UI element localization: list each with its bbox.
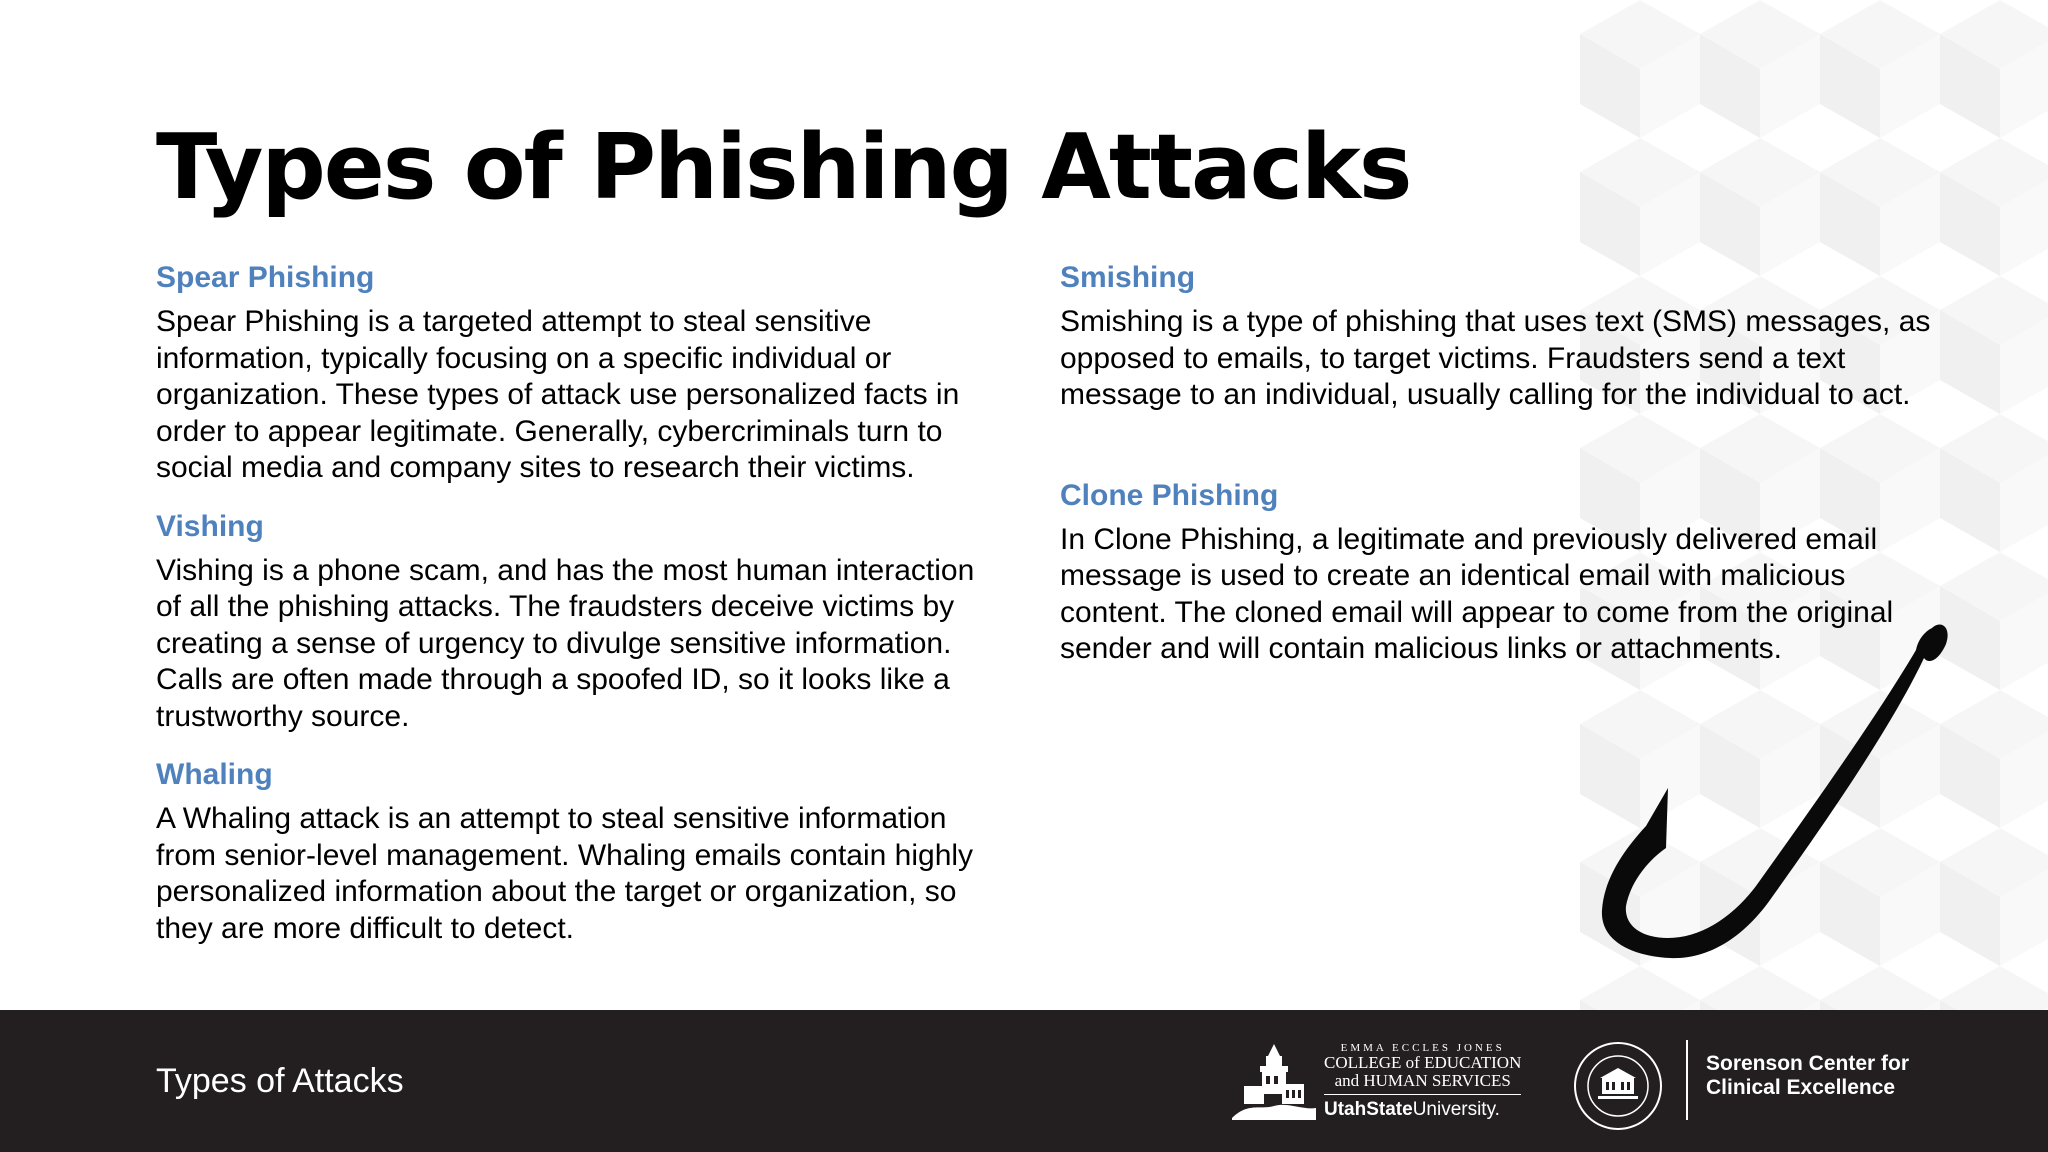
building-icon [1230,1040,1320,1124]
section-body: In Clone Phishing, a legitimate and previously delivered email message is used to create an identical email with malicious content. The cloned email will appear to come from the original sender and will contain malicious links or attachments. [1060,522,1894,665]
sorenson-center-logo [1706,1052,1909,1100]
left-column [156,258,1006,967]
fishing-hook-icon [1560,600,1960,980]
usu-logo-line1: EMMA ECCLES JONES [1340,1042,1505,1054]
section-body: Smishing is a type of phishing that uses text (SMS) messages, as opposed to emails, to target victims. Fraudsters send a text message to an individual, usually calling for the individual to act. [1060,305,1931,411]
section-whaling [156,755,1006,947]
section-body: A Whaling attack is an attempt to steal sensitive information from senior-level management. Whaling emails contain highly personalized information about the target or organization, so they are more difficult to detect. [156,802,974,945]
section-heading: Vishing [156,509,264,543]
sorenson-line1: Sorenson Center for [1706,1052,1910,1075]
usu-college-logo [1230,1040,1520,1130]
usu-logo-text [1324,1042,1521,1121]
sorenson-line2: Clinical Excellence [1706,1076,1896,1099]
section-body: Vishing is a phone scam, and has the most human interaction of all the phishing attacks. The fraudsters deceive victims by creating a sense of urgency to divulge sensitive information. Calls are often made through a spoofed ID, so it looks like a trustworthy source. [156,553,975,733]
usu-logo-line3: and HUMAN SERVICES [1334,1071,1511,1090]
page-title: Types of Phishing Attacks [156,115,1411,220]
footer-label: Types of Attacks [156,1062,404,1100]
section-smishing [1060,258,1940,414]
usu-logo-rule [1324,1094,1521,1095]
section-heading: Clone Phishing [1060,478,1279,512]
section-heading: Whaling [156,758,273,791]
section-heading: Spear Phishing [156,261,375,294]
section-body: Spear Phishing is a targeted attempt to steal sensitive information, typically focusing on a specific individual or organization. These types of attack use personalized facts in order to appear legitimate. Generally, cybercriminals turn to social media and company sites to research their victims. [156,305,960,484]
section-heading: Smishing [1060,261,1196,294]
footer-divider [1686,1040,1688,1120]
usu-logo-university: UtahStateUniversity. [1324,1099,1500,1120]
section-vishing [156,507,1006,736]
section-spear-phishing [156,258,1006,487]
usu-logo-line2: COLLEGE of EDUCATION [1324,1053,1522,1072]
footer-bar [0,1010,2048,1152]
seal-icon [1572,1040,1664,1132]
